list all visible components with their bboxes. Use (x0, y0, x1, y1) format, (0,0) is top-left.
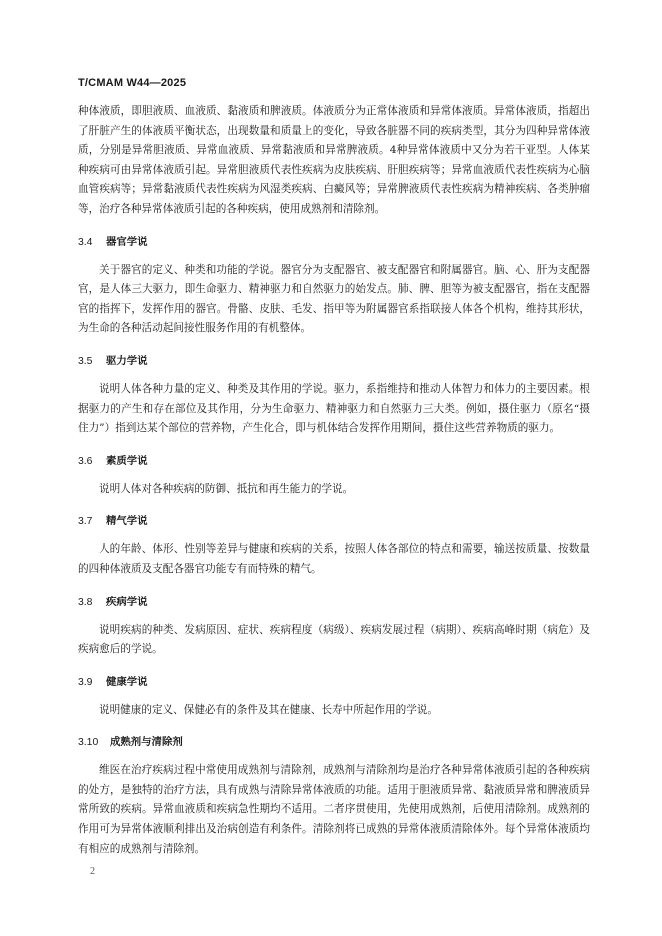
section-heading (78, 453, 590, 470)
section-3-7 (78, 513, 590, 579)
section-3-5 (78, 353, 590, 439)
section-heading (78, 353, 590, 370)
section-body: 关于器官的定义、种类和功能的学说。器官分为支配器官、被支配器官和附属器官。脑、心、肝为支配器官，是人体三大驱力，即生命驱力、精神驱力和自然驱力的始发点。肺、脾、胆等为被支配器官，指在支配器官的指挥下，发挥作用的器官。骨骼、皮肤、毛发、指甲等为附属器官系指联接人体各个机构，维持其形状，为生命的各种活动起间接性服务作用的有机整体。 (78, 263, 590, 335)
section-title: 器官学说 (106, 235, 148, 248)
section-body: 维医在治疗疾病过程中常使用成熟剂与清除剂，成熟剂与清除剂均是治疗各种异常体液质引起的各种疾病的处方，是独特的治疗方法，具有成熟与清除异常体液质的功能。适用于胆液质异常、黏液质异常和脾液质异常所致的疾病。异常血液质和疾病急性期均不适用。二者序贯使用，先使用成熟剂，后使用清除剂。成熟剂的作用可为异常体液顺利排出及治病创造有利条件。清除剂将已成熟的异常体液质清除体外。每个异常体液质均有相应的成熟剂与清除剂。 (78, 764, 590, 855)
section-title: 驱力学说 (106, 354, 148, 367)
page-number: 2 (90, 866, 95, 877)
section-heading (78, 674, 590, 691)
section-heading (78, 594, 590, 611)
section-number: 3.8 (78, 596, 93, 608)
section-body: 说明疾病的种类、发病原因、症状、疾病程度（病级）、疾病发展过程（病期）、疾病高峰时期（病危）及疾病愈后的学说。 (78, 623, 590, 656)
section-3-8 (78, 594, 590, 660)
section-body: 说明人体对各种疾病的防御、抵抗和再生能力的学说。 (99, 482, 354, 495)
section-3-9 (78, 674, 590, 721)
section-number: 3.10 (78, 737, 99, 749)
section-heading (78, 234, 590, 251)
section-3-4 (78, 234, 590, 339)
section-number: 3.4 (78, 236, 93, 248)
section-3-10 (78, 734, 590, 859)
section-body: 说明人体各种力量的定义、种类及其作用的学说。驱力，系指维持和推动人体智力和体力的主要因素。根据驱力的产生和存在部位及其作用，分为生命驱力、精神驱力和自然驱力三大类。例如，摄住驱力（原名“摄住力”）指到达某个部位的营养物，产生化合，即与机体结合发挥作用期间，摄住这些营养物质的驱力。 (78, 382, 590, 435)
section-number: 3.5 (78, 355, 93, 367)
intro-paragraph: 种体液质，即胆液质、血液质、黏液质和脾液质。体液质分为正常体液质和异常体液质。异常体液质，指超出了肝脏产生的体液质平衡状态，出现数量和质量上的变化，导致各脏器不同的疾病类型，其分为四种异常体液质，分别是异常胆液质、异常血液质、异常黏液质和异常脾液质。4种异常体液质中又分为若干亚型。人体某种疾病可由异常体液质引起。异常胆液质代表性疾病为皮肤疾病、肝胆疾病等；异常血液质代表性疾病为心脑血管疾病等；异常黏液质代表性疾病为风湿类疾病、白癜风等；异常脾液质代表性疾病为精神疾病、各类肿瘤等，治疗各种异常体液质引起的各种疾病，使用成熟剂和清除剂。 (78, 105, 590, 215)
section-title: 素质学说 (106, 454, 148, 467)
section-number: 3.7 (78, 516, 93, 528)
section-3-6 (78, 453, 590, 500)
standard-code: T/CMAM W44—2025 (78, 77, 187, 89)
section-number: 3.9 (78, 676, 93, 688)
section-title: 疾病学说 (106, 595, 148, 608)
section-body: 人的年龄、体形、性别等差异与健康和疾病的关系，按照人体各部位的特点和需要，输送按质量、按数量的四种体液质及支配各器官功能专有而特殊的精气。 (78, 543, 590, 575)
section-title: 健康学说 (106, 675, 148, 688)
section-number: 3.6 (78, 455, 93, 467)
section-body: 说明健康的定义、保健必有的条件及其在健康、长寿中所起作用的学说。 (99, 703, 438, 716)
section-heading (78, 513, 590, 530)
section-heading (78, 734, 590, 751)
page-content (78, 102, 590, 859)
section-title: 精气学说 (106, 515, 148, 528)
section-title: 成熟剂与清除剂 (110, 736, 183, 749)
